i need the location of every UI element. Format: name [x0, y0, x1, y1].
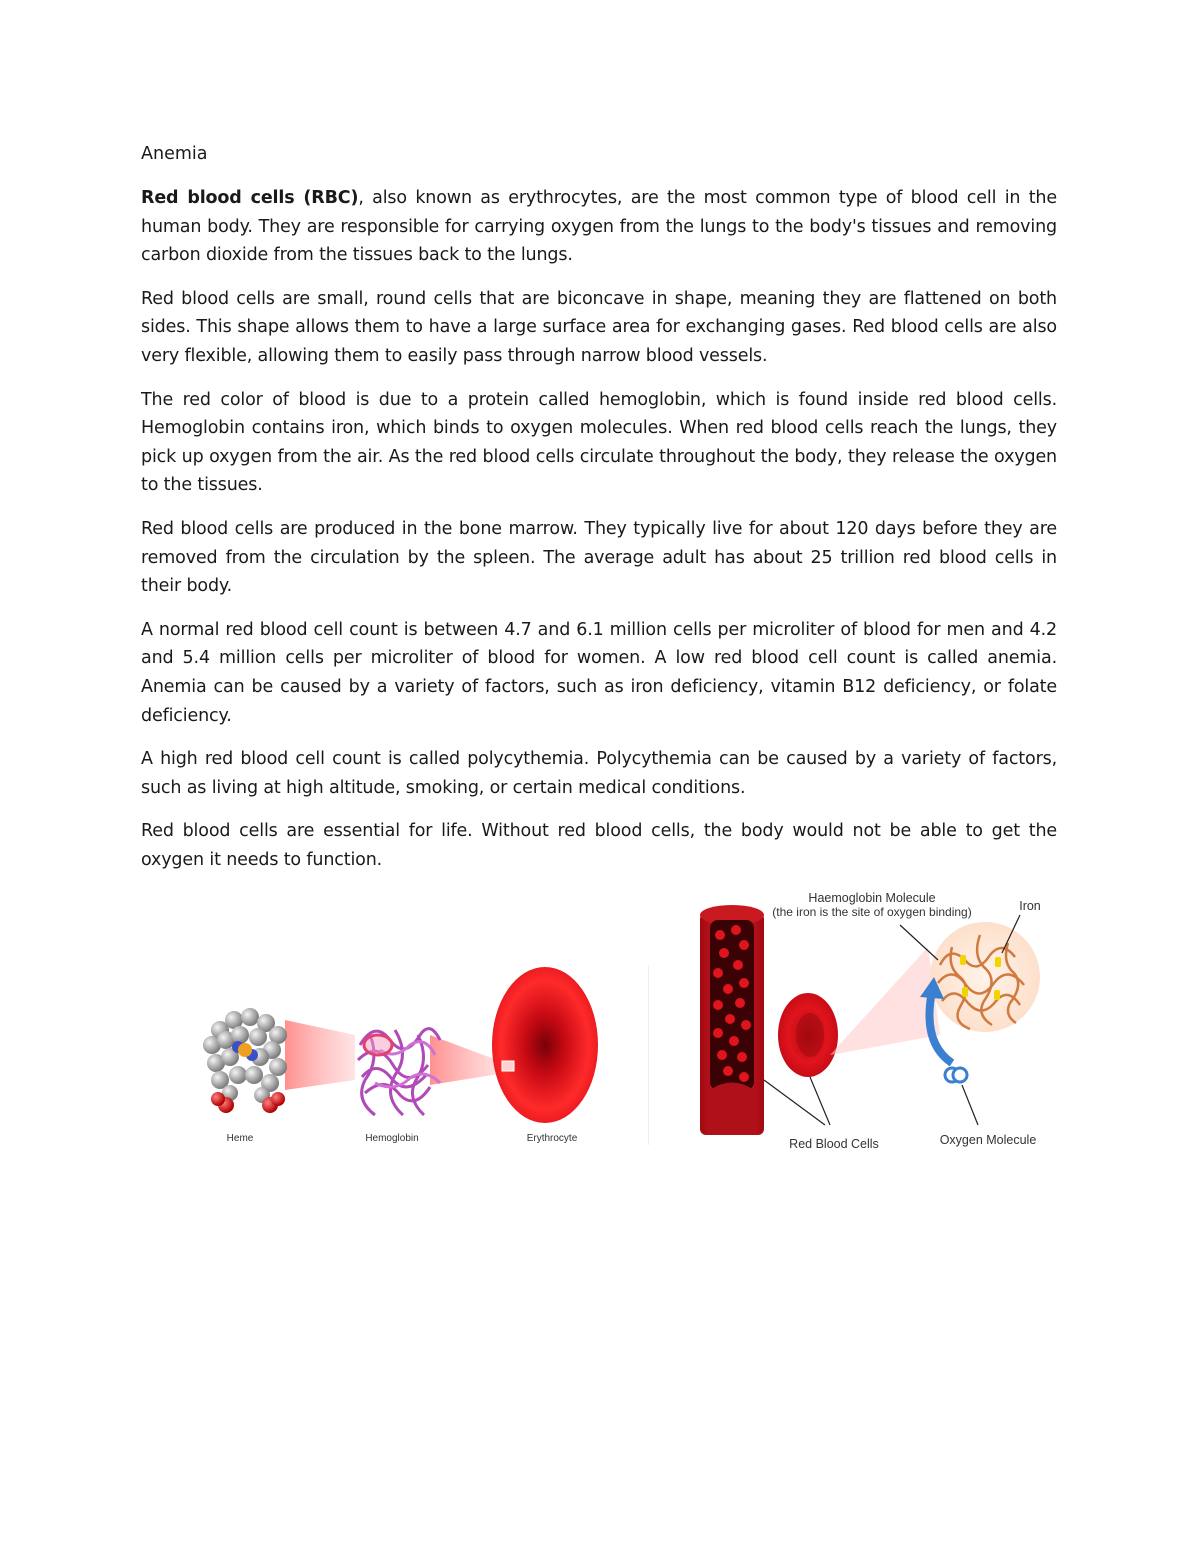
haemoglobin-figure-svg [690, 885, 1070, 1155]
erythrocyte-icon [492, 967, 598, 1123]
paragraph-rbc-intro [141, 184, 1057, 270]
erythrocyte-label: Erythrocyte [526, 1133, 578, 1144]
blood-vessel-icon [700, 905, 764, 1135]
hemoglobin-ribbon-icon [358, 1029, 440, 1115]
paragraph-shape: Red blood cells are small, round cells that are biconcave in shape, meaning they are flattened on both sides. This shape allows them to have a large surface area for exchanging gases. Red blood cells are also very flexible, allowing them to easily pass through narrow blood vessels. [141, 288, 1057, 366]
zoom-cone-heme [285, 1020, 355, 1090]
heme-hemoglobin-erythrocyte-figure [190, 885, 650, 1155]
paragraph-text: , also known as erythrocytes, are the most common type of blood cell in the human body. They are responsible for carrying oxygen from the lungs to the body's tissues and removing carbon dioxide from the tissues back to the lungs. [141, 188, 1057, 266]
paragraph-hemoglobin: The red color of blood is due to a protein called hemoglobin, which is found inside red blood cells. Hemoglobin contains iron, which binds to oxygen molecules. When red blood cells reach the lungs, they pick up oxygen from the air. As the red blood cells circulate throughout the body, they release the oxygen to the tissues. [141, 389, 1057, 496]
haemoglobin-molecule-figure [690, 885, 1070, 1155]
hemoglobin-label: Hemoglobin [365, 1133, 419, 1144]
molecule-subtitle-label: (the iron is the site of oxygen binding) [772, 905, 972, 919]
oxygen-molecule-label: Oxygen Molecule [939, 1133, 1037, 1147]
paragraph-essential: Red blood cells are essential for life. Without red blood cells, the body would not be able to get the oxygen it needs to function. [141, 821, 1057, 870]
red-blood-cells-label: Red Blood Cells [789, 1137, 879, 1151]
heme-molecule-icon [203, 1008, 287, 1113]
paragraph-polycythemia: A high red blood cell count is called polycythemia. Polycythemia can be caused by a variety of factors, such as living at high altitude, smoking, or certain medical conditions. [141, 749, 1057, 798]
oxygen-molecule-icon [945, 1068, 967, 1082]
haemoglobin-molecule-icon [930, 922, 1040, 1032]
document-body [141, 140, 1057, 889]
zoom-cone-molecule [830, 947, 940, 1055]
rbc-term: Red blood cells (RBC) [141, 188, 359, 208]
molecule-title-label: Haemoglobin Molecule [808, 891, 936, 905]
document-title: Anemia [141, 144, 208, 164]
paragraph-normal-count: A normal red blood cell count is between 4.7 and 6.1 million cells per microliter of blood for men and 4.2 and 5.4 million cells per microliter of blood for women. A low red blood cell count is called anemia. Anemia can be caused by a variety of factors, such as iron deficiency, vitamin B12 deficiency, or folate deficiency. [141, 619, 1057, 726]
figure-divider [648, 965, 649, 1145]
figures-row [190, 885, 1070, 1155]
iron-label: Iron [1019, 899, 1041, 913]
heme-figure-svg [190, 885, 650, 1155]
heme-label: Heme [226, 1133, 254, 1144]
paragraph-production: Red blood cells are produced in the bone marrow. They typically live for about 120 days before they are removed from the circulation by the spleen. The average adult has about 25 trillion red blood cells in their body. [141, 518, 1057, 597]
